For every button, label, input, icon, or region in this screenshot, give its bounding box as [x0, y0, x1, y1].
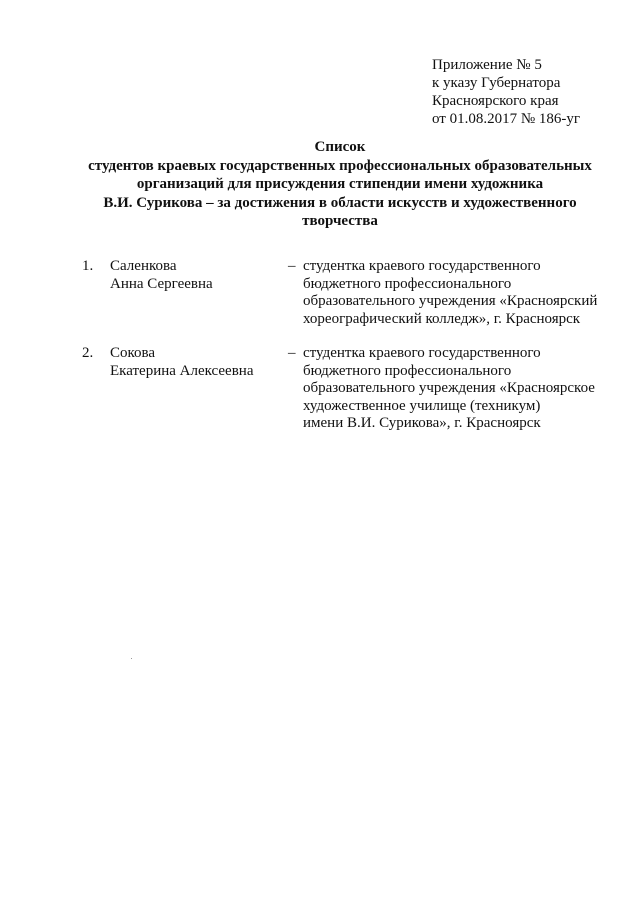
- separator-dash: –: [288, 345, 296, 361]
- description-line: хореографический колледж», г. Красноярск: [303, 310, 581, 327]
- student-surname: Сокова: [110, 345, 156, 361]
- student-given-names: Екатерина Алексеевна: [110, 362, 254, 379]
- student-name: [110, 258, 213, 293]
- student-surname: Саленкова: [110, 258, 177, 274]
- student-description: [303, 258, 613, 328]
- title-line: В.И. Сурикова – за достижения в области искусств и художественного: [103, 194, 577, 211]
- title-line: организаций для присуждения стипендии имени художника: [136, 176, 544, 192]
- description-line: образовательного учреждения «Красноярский: [303, 293, 598, 309]
- appendix-line: Красноярского края: [432, 93, 559, 109]
- description-line: студентка краевого государственного: [303, 345, 541, 361]
- list-item-number: 2.: [82, 345, 94, 361]
- student-description: [303, 345, 613, 433]
- appendix-line: от 01.08.2017 № 186-уг: [432, 111, 581, 127]
- description-line: бюджетного профессионального: [303, 362, 512, 379]
- scan-speck: [131, 658, 132, 659]
- appendix-line: к указу Губернатора: [432, 75, 561, 91]
- list-item-number: 1.: [82, 258, 94, 274]
- title-line: Список: [314, 139, 366, 155]
- description-line: образовательного учреждения «Красноярское: [303, 380, 595, 396]
- appendix-header: [432, 56, 580, 128]
- description-line: студентка краевого государственного: [303, 258, 541, 274]
- title-line: творчества: [302, 213, 378, 229]
- title-line: студентов краевых государственных профессиональных образовательных: [88, 157, 592, 174]
- student-name: [110, 345, 253, 380]
- student-given-names: Анна Сергеевна: [110, 275, 213, 292]
- description-line: художественное училище (техникум): [303, 397, 541, 414]
- description-line: бюджетного профессионального: [303, 275, 512, 292]
- description-line: имени В.И. Сурикова», г. Красноярск: [303, 415, 541, 431]
- appendix-line: Приложение № 5: [432, 57, 542, 73]
- document-title: [70, 138, 610, 231]
- separator-dash: –: [288, 258, 296, 274]
